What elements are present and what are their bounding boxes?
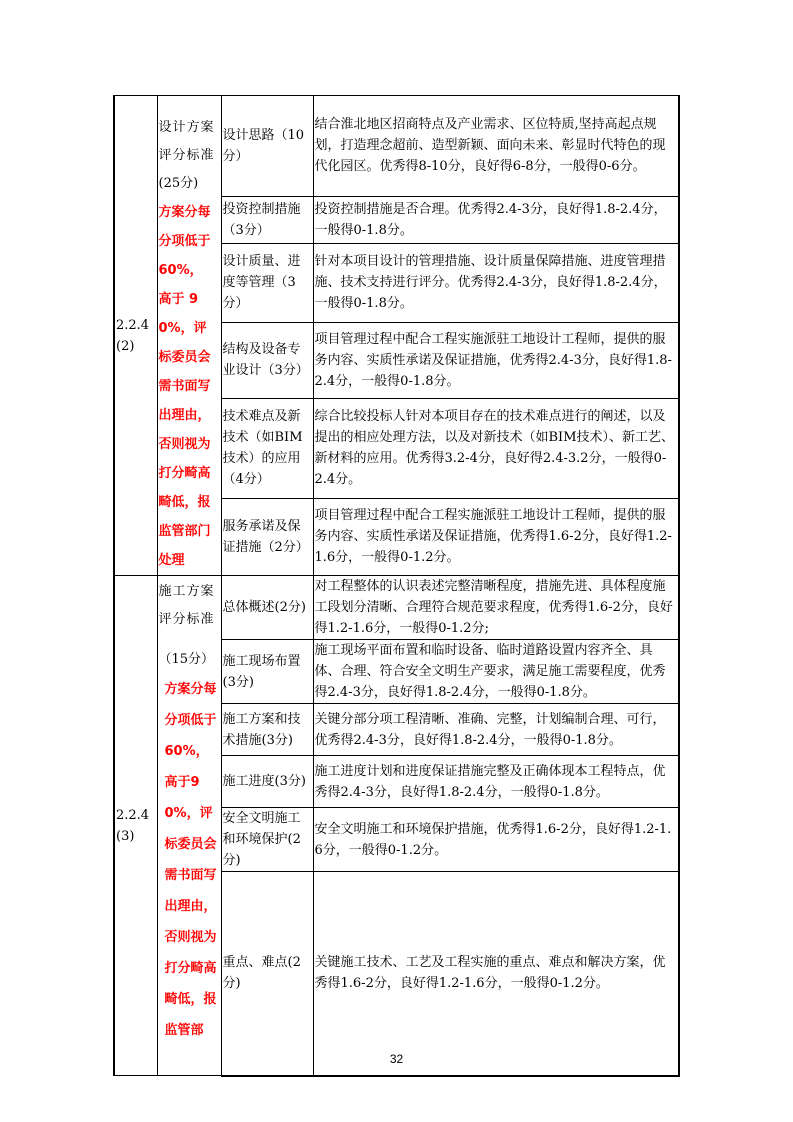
scoring-table	[113, 95, 680, 1077]
item-name: 设计思路（10分）	[221, 96, 313, 197]
item-description: 施工现场平面布置和临时设备、临时道路设置内容齐全、具体、合理、符合安全文明生产要求，满足施工需要程度，优秀得2.4-3分，良好得1.8-2.4分，一般得0-1.8分。	[313, 640, 679, 704]
item-name: 施工现场布置(3分)	[221, 640, 313, 704]
table-row	[114, 576, 679, 640]
item-description: 关键施工技术、工艺及工程实施的重点、难点和解决方案，优秀得1.6-2分，良好得1.2-1.6分，一般得0-1.2分。	[313, 872, 679, 1076]
item-description: 综合比较投标人针对本项目存在的技术难点进行的阐述，以及提出的相应处理方法，以及对新技术（如BIM技术）、新工艺、新材料的应用。优秀得3.2-4分，良好得2.4-3.2分，一般得0-2.4分。	[313, 398, 679, 498]
table-row	[114, 96, 679, 197]
item-name: 技术难点及新技术（如BIM技术）的应用（4分）	[221, 398, 313, 498]
item-description: 安全文明施工和环境保护措施，优秀得1.6-2分，良好得1.2-1.6分，一般得0-1.2分。	[313, 808, 679, 872]
item-description: 针对本项目设计的管理措施、设计质量保障措施、进度管理措施、技术支持进行评分。优秀得2.4-3分，良好得1.8-2.4分，一般得0-1.8分。	[313, 243, 679, 322]
item-description: 关键分部分项工程清晰、准确、完整，计划编制合理、可行，优秀得2.4-3分，良好得1.8-2.4分，一般得0-1.8分。	[313, 704, 679, 756]
item-name: 安全文明施工和环境保护(2分)	[221, 808, 313, 872]
item-name: 结构及设备专业设计（3分）	[221, 322, 313, 398]
section-number: 2.2.4 (3)	[114, 576, 157, 1076]
warning-note: 方案分每分项低于60%，高于90%，评标委员会需书面写出理由，否则视为打分畸高畸低，报监管部	[164, 682, 217, 1038]
section-number: 2.2.4 (2)	[114, 96, 157, 576]
item-name: 投资控制措施（3分）	[221, 196, 313, 243]
item-name: 施工方案和技术措施(3分)	[221, 704, 313, 756]
item-name: 施工进度(3分)	[221, 756, 313, 808]
page-number: 32	[389, 1052, 404, 1066]
item-description: 项目管理过程中配合工程实施派驻工地设计工程师，提供的服务内容、实质性承诺及保证措施，优秀得2.4-3分，良好得1.8-2.4分，一般得0-1.8分。	[313, 322, 679, 398]
item-description: 项目管理过程中配合工程实施派驻工地设计工程师，提供的服务内容、实质性承诺及保证措施，优秀得1.6-2分，良好得1.2-1.6分，一般得0-1.2分。	[313, 498, 679, 575]
item-name: 服务承诺及保证措施（2分）	[221, 498, 313, 575]
item-description: 结合淮北地区招商特点及产业需求、区位特质,坚持高起点规划，打造理念超前、造型新颖、面向未来、彰显时代特色的现代化园区。优秀得8-10分，良好得6-8分，一般得0-6分。	[313, 96, 679, 197]
warning-note: 方案分每分项低于60%， 高于 90%，评标委员会需书面写出理由，否则视为打分畸高畸低，报监管部门处理	[158, 205, 211, 568]
item-name: 设计质量、进度等管理（3分）	[221, 243, 313, 322]
item-name: 重点、难点(2分)	[221, 872, 313, 1076]
item-description: 施工进度计划和进度保证措施完整及正确体现本工程特点，优秀得2.4-3分，良好得1.8-2.4分，一般得0-1.8分。	[313, 756, 679, 808]
category-title: 设计方案评分标准	[158, 120, 215, 163]
category-title: 施工方案评分标准	[158, 584, 215, 627]
category-score: （15分）	[158, 652, 215, 667]
category-score: (25分)	[158, 176, 199, 191]
item-description: 投资控制措施是否合理。优秀得2.4-3分，良好得1.8-2.4分，一般得0-1.8分。	[313, 196, 679, 243]
category-cell	[157, 576, 221, 1076]
category-cell	[157, 96, 221, 576]
item-name: 总体概述(2分)	[221, 576, 313, 640]
item-description: 对工程整体的认识表述完整清晰程度，措施先进、具体程度施工段划分清晰、合理符合规范要求程度，优秀得1.6-2分，良好得1.2-1.6分，一般得0-1.2分;	[313, 576, 679, 640]
